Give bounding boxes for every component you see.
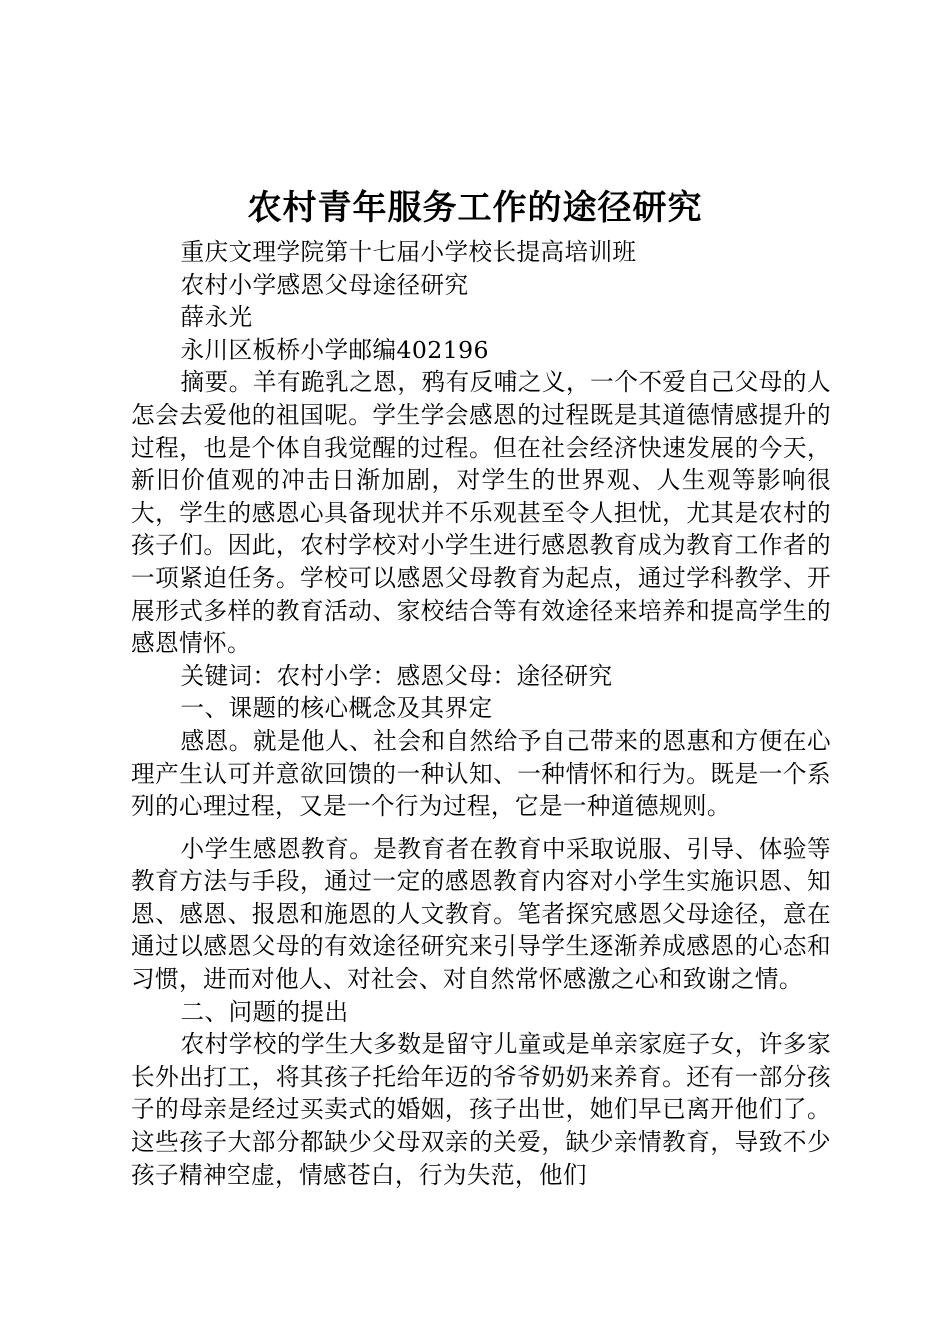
author-name: 薛永光 bbox=[180, 303, 253, 332]
paper-subtitle: 农村小学感恩父母途径研究 bbox=[180, 270, 469, 299]
section-heading-2: 二、问题的提出 bbox=[180, 997, 349, 1026]
abstract-paragraph: 摘要。羊有跪乳之恩，鸦有反哺之义，一个不爱自己父母的人怎会去爱他的祖国呢。学生学会感恩的过程既是其道德情感提升的过程，也是个体自我觉醒的过程。但在社会经济快速发展的今天，新旧价值观的冲击日渐加剧，对学生的世界观、人生观等影响很大，学生的感恩心具备现状并不乐观甚至令人担忧，尤其是农村的孩子们。因此，农村学校对小学生进行感恩教育成为教育工作者的一项紧迫任务。学校可以感恩父母教育为起点，通过学科教学、开展形式多样的教育活动、家校结合等有效途径来培养和提高学生的感恩情怀。 bbox=[131, 368, 831, 658]
document-body bbox=[131, 236, 831, 1191]
training-class-line: 重庆文理学院第十七届小学校长提高培训班 bbox=[180, 238, 637, 266]
keywords-line: 关键词：农村小学：感恩父母：途径研究 bbox=[180, 661, 613, 690]
gratitude-education-paragraph: 小学生感恩教育。是教育者在教育中采取说服、引导、体验等教育方法与手段，通过一定的感恩教育内容对小学生实施识恩、知恩、感恩、报恩和施恩的人文教育。笔者探究感恩父母途径，意在通过以感恩父母的有效途径研究来引导学生逐渐养成感恩的心态和习惯，进而对他人、对社会、对自然常怀感激之心和致谢之情。 bbox=[131, 834, 831, 994]
problem-statement-paragraph: 农村学校的学生大多数是留守儿童或是单亲家庭子女，许多家长外出打工，将其孩子托给年迈的爷爷奶奶来养育。还有一部分孩子的母亲是经过买卖式的婚姻，孩子出世，她们早已离开他们了。这些孩子大部分都缺少父母双亲的关爱，缺少亲情教育，导致不少孩子精神空虚，情感苍白，行为失范，他们 bbox=[131, 1030, 831, 1189]
section-heading-1: 一、课题的核心概念及其界定 bbox=[180, 694, 493, 723]
author-affiliation: 永川区板桥小学邮编402196 bbox=[180, 335, 489, 364]
document-title: 农村青年服务工作的途径研究 bbox=[247, 188, 703, 228]
gratitude-definition-paragraph: 感恩。就是他人、社会和自然给予自己带来的恩惠和方便在心理产生认可并意欲回馈的一种认知、一种情怀和行为。既是一个系列的心理过程，又是一个行为过程，它是一种道德规则。 bbox=[131, 726, 831, 821]
